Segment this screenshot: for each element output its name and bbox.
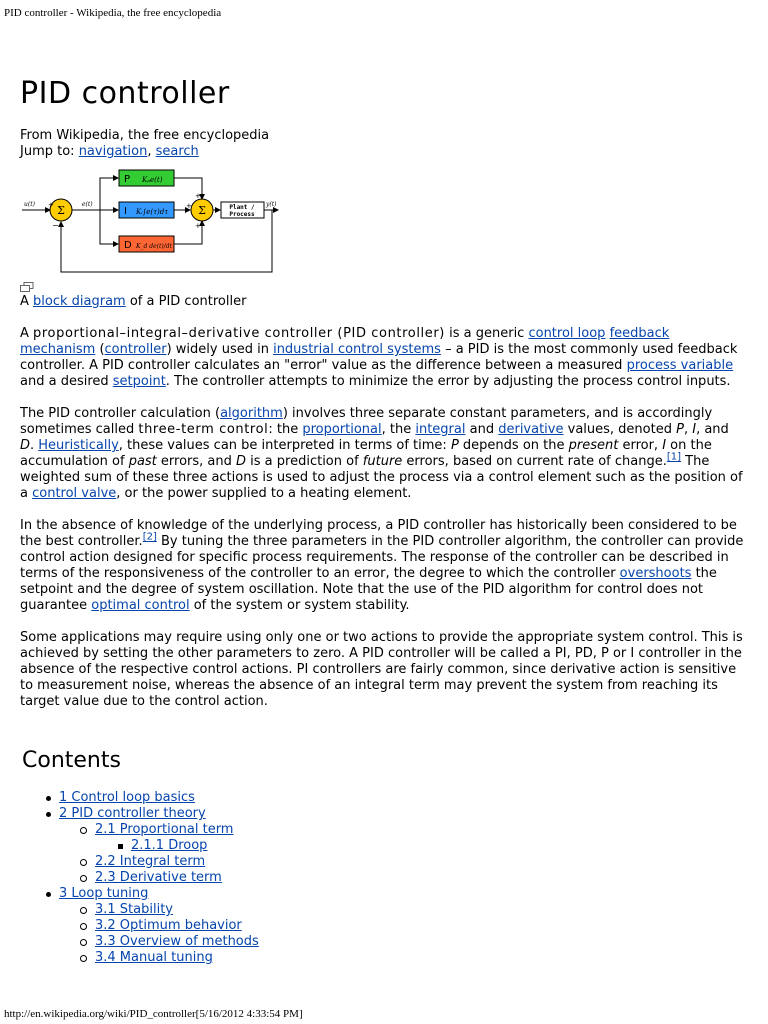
text: , bbox=[683, 422, 693, 437]
jump-navigation-link[interactable]: navigation bbox=[78, 144, 148, 159]
toc-item bbox=[20, 950, 744, 966]
text: ) involves three separate constant parameters, and is accordingly sometimes called bbox=[20, 406, 713, 437]
control-loop-link[interactable]: control loop bbox=[528, 326, 606, 341]
text: error, bbox=[618, 438, 663, 453]
text: , the bbox=[381, 422, 416, 437]
table-of-contents bbox=[20, 790, 744, 966]
toc-link-3-1[interactable]: 3.1 Stability bbox=[95, 902, 173, 917]
d-block-expr: K_d de(t)/dt bbox=[136, 243, 172, 250]
text: , or the power supplied to a heating element. bbox=[116, 486, 412, 501]
toc-link-3[interactable]: 3 Loop tuning bbox=[59, 886, 149, 901]
site-sub: From Wikipedia, the free encyclopedia bbox=[20, 128, 270, 143]
emphasis-present: present bbox=[568, 438, 619, 453]
text: the setpoint and the degree of system oscillation. Note that the use of the PID algorithm for control does not guarantee bbox=[20, 566, 717, 613]
output-signal-label: y(t) bbox=[266, 201, 277, 208]
text: ( bbox=[95, 342, 105, 357]
integral-link[interactable]: integral bbox=[415, 422, 466, 437]
text: on the accumulation of bbox=[20, 438, 712, 469]
controller-link[interactable]: controller bbox=[104, 342, 167, 357]
var-i: I bbox=[692, 422, 697, 437]
reference-1-link[interactable]: [1] bbox=[666, 451, 682, 463]
emphasis-future: future bbox=[362, 454, 403, 469]
input-plus-sign: + bbox=[48, 201, 54, 209]
feedback-minus-sign: − bbox=[52, 221, 59, 230]
var-p: P bbox=[450, 438, 459, 453]
text: and a desired bbox=[20, 374, 113, 389]
text: of the system or system stability. bbox=[189, 598, 410, 613]
emphasis-past: past bbox=[128, 454, 157, 469]
diagram-caption bbox=[20, 294, 744, 310]
toc-item bbox=[20, 822, 744, 838]
optimal-control-link[interactable]: optimal control bbox=[91, 598, 190, 613]
text: , and bbox=[696, 422, 729, 437]
toc-link-3-4[interactable]: 3.4 Manual tuning bbox=[95, 950, 213, 965]
text: By tuning the three parameters in the PID controller algorithm, the controller can provide control action designed for specific process requirements. The response of the controller can be described in terms of the responsiveness of the controller to an error, the degree to which the controller bbox=[20, 534, 744, 581]
toc-link-3-3[interactable]: 3.3 Overview of methods bbox=[95, 934, 259, 949]
toc-item bbox=[20, 934, 744, 950]
overshoots-link[interactable]: overshoots bbox=[619, 566, 692, 581]
control-valve-link[interactable]: control valve bbox=[32, 486, 117, 501]
toc-link-2-1[interactable]: 2.1 Proportional term bbox=[95, 822, 234, 837]
setpoint-link[interactable]: setpoint bbox=[112, 374, 166, 389]
toc-item bbox=[20, 790, 744, 806]
toc-item bbox=[20, 854, 744, 870]
d-block-label: D bbox=[124, 240, 132, 251]
text: is a prediction of bbox=[246, 454, 363, 469]
toc-item bbox=[20, 902, 744, 918]
reference-2-link[interactable]: [2] bbox=[142, 531, 157, 543]
text: In the absence of knowledge of the underlying process, a PID controller has historically been considered to be the best controller. bbox=[20, 518, 737, 549]
pid-block-diagram[interactable] bbox=[20, 168, 280, 280]
input-sum-symbol: Σ bbox=[57, 204, 65, 217]
var-p: P bbox=[676, 422, 684, 437]
sum-plus-i: + bbox=[186, 202, 192, 210]
term-pid-controller: proportional–integral–derivative controller (PID controller) bbox=[33, 326, 445, 341]
toc-item bbox=[20, 838, 744, 854]
feedback-mechanism-link[interactable]: feedback mechanism bbox=[20, 326, 670, 357]
derivative-link[interactable]: derivative bbox=[498, 422, 564, 437]
jump-sep: , bbox=[147, 144, 156, 159]
applications-paragraph: Some applications may require using only one or two actions to provide the appropriate system control. This is achieved by setting the other parameters to zero. A PID controller will be called a PI, PD, P or I controller in the absence of the respective control actions. PI controllers are fairly common, since derivative action is sensitive to measurement noise, whereas the absence of an integral term may prevent the system from reaching its target value due to the control action. bbox=[20, 630, 743, 709]
var-i: I bbox=[662, 438, 667, 453]
term-three-term-control: three-term control bbox=[138, 422, 269, 437]
p-block-expr: Kₚe(t) bbox=[142, 176, 163, 184]
caption-post: of a PID controller bbox=[125, 294, 247, 309]
p-block-label: P bbox=[124, 174, 131, 185]
toc-link-2-2[interactable]: 2.2 Integral term bbox=[95, 854, 206, 869]
i-block-expr: Kᵢ∫e(τ)dτ bbox=[136, 208, 169, 216]
proportional-link[interactable]: proportional bbox=[302, 422, 382, 437]
caption-pre: A bbox=[20, 294, 34, 309]
history-paragraph bbox=[20, 518, 744, 614]
toc-link-2-3[interactable]: 2.3 Derivative term bbox=[95, 870, 222, 885]
jump-search-link[interactable]: search bbox=[155, 144, 199, 159]
toc-link-3-2[interactable]: 3.2 Optimum behavior bbox=[95, 918, 242, 933]
plant-label-line2: Process bbox=[229, 211, 255, 218]
intro-paragraph bbox=[20, 326, 744, 390]
error-to-d-arrow bbox=[100, 210, 118, 244]
toc-item bbox=[20, 886, 744, 902]
error-signal-label: e(t) bbox=[82, 201, 93, 208]
text: . The controller attempts to minimize the error by adjusting the process control inputs. bbox=[165, 374, 731, 389]
text: errors, based on current rate of change. bbox=[402, 454, 667, 469]
heuristically-link[interactable]: Heuristically bbox=[38, 438, 119, 453]
contents-heading: Contents bbox=[22, 748, 121, 773]
text: The PID controller calculation ( bbox=[20, 406, 221, 421]
text: values, denoted bbox=[563, 422, 677, 437]
block-diagram-link[interactable]: block diagram bbox=[33, 294, 126, 309]
plant-label-line1: Plant / bbox=[229, 204, 255, 211]
toc-item bbox=[20, 918, 744, 934]
calculation-paragraph bbox=[20, 406, 744, 502]
text: ) widely used in bbox=[166, 342, 274, 357]
text: is a generic bbox=[444, 326, 529, 341]
i-block-label: I bbox=[124, 206, 127, 217]
var-d: D bbox=[20, 438, 31, 453]
toc-link-2[interactable]: 2 PID controller theory bbox=[59, 806, 206, 821]
text: depends on the bbox=[458, 438, 569, 453]
output-sum-symbol: Σ bbox=[198, 204, 206, 217]
sum-plus-d: + bbox=[195, 222, 201, 230]
text: The weighted sum of these three actions is used to adjust the process via a control element such as the position of a bbox=[20, 454, 743, 501]
text: , these values can be interpreted in terms of time: bbox=[118, 438, 451, 453]
enlarge-icon[interactable] bbox=[20, 282, 744, 292]
text: : the bbox=[268, 422, 303, 437]
toc-item bbox=[20, 806, 744, 822]
jump-prefix: Jump to: bbox=[20, 144, 79, 159]
text: A bbox=[20, 326, 34, 341]
print-footer: http://en.wikipedia.org/wiki/PID_controller[5/16/2012 4:33:54 PM] bbox=[4, 1008, 303, 1020]
var-d: D bbox=[236, 454, 247, 469]
sum-plus-p: + bbox=[195, 192, 201, 200]
process-variable-link[interactable]: process variable bbox=[626, 358, 734, 373]
error-to-p-arrow bbox=[100, 178, 118, 210]
text: errors, and bbox=[156, 454, 237, 469]
toc-link-1[interactable]: 1 Control loop basics bbox=[59, 790, 195, 805]
article-content bbox=[20, 72, 744, 966]
text: and bbox=[465, 422, 499, 437]
print-header: PID controller - Wikipedia, the free encyclopedia bbox=[4, 7, 222, 19]
toc-item bbox=[20, 870, 744, 886]
text: – a PID is the most commonly used feedback controller. A PID controller calculates an "error" value as the difference between a measured bbox=[20, 342, 738, 373]
jump-to bbox=[20, 144, 744, 160]
toc-link-2-1-1[interactable]: 2.1.1 Droop bbox=[131, 838, 208, 853]
industrial-control-systems-link[interactable]: industrial control systems bbox=[273, 342, 441, 357]
algorithm-link[interactable]: algorithm bbox=[220, 406, 283, 421]
text: . bbox=[30, 438, 39, 453]
input-signal-label: u(t) bbox=[24, 201, 35, 208]
page-title: PID controller bbox=[20, 76, 230, 111]
